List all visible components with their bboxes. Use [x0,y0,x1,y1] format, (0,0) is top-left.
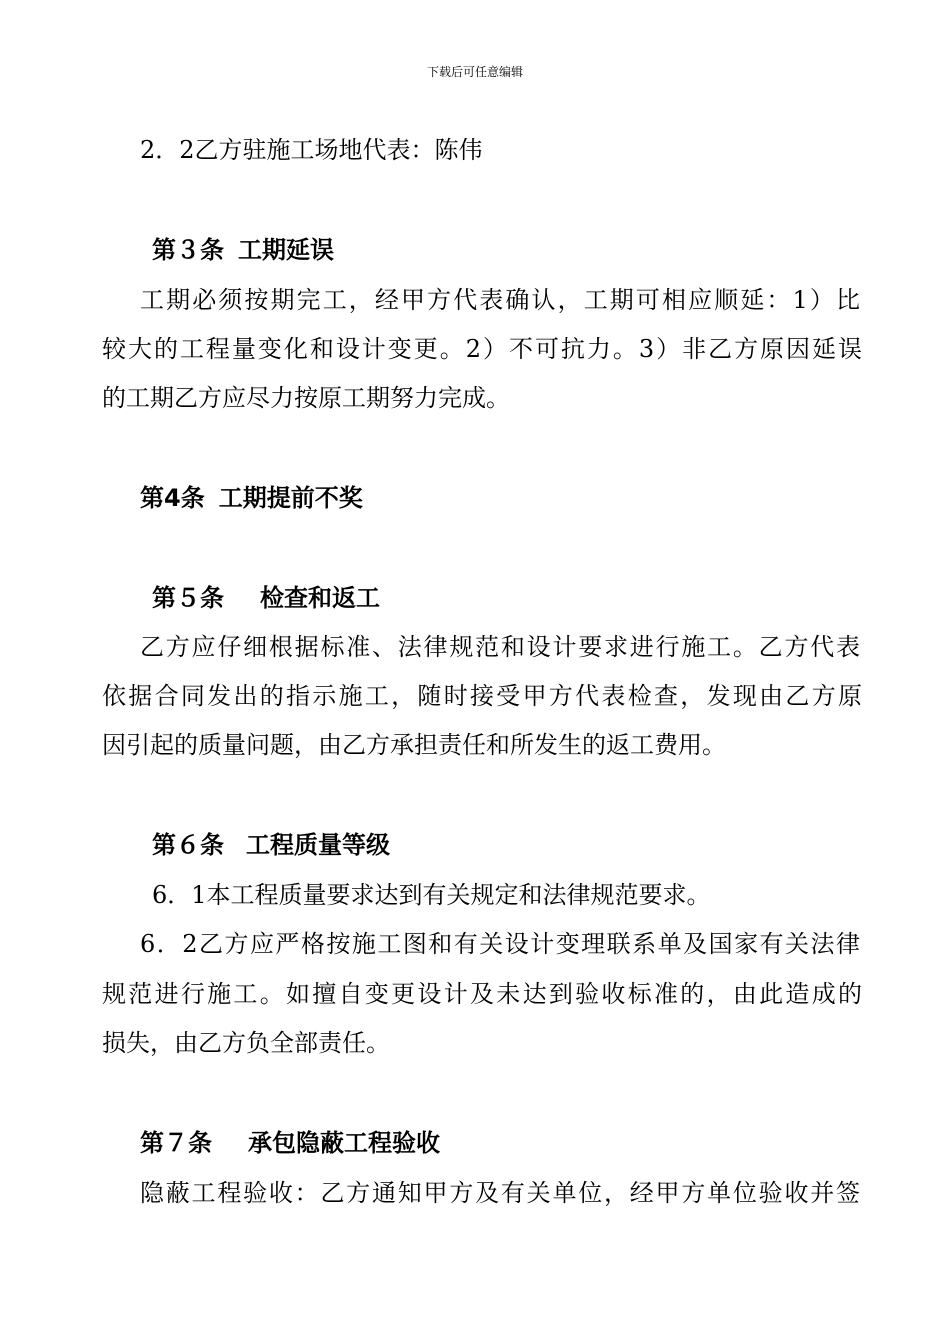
section-5-number: 第５条 [152,584,224,612]
section-4-heading [140,482,363,514]
section-3-line-2: 较大的工程量变化和设计变更。2）不可抗力。3）非乙方原因延误 [102,335,862,363]
page-header: 下载后可任意编辑 [426,65,523,79]
section-6-heading [152,829,390,861]
clause-6-2-line-1: 6．2乙方应严格按施工图和有关设计变理联系单及国家有关法律 [140,930,860,958]
section-5-line-3: 因引起的质量问题，由乙方承担责任和所发生的返工费用。 [102,731,726,759]
clause-6-2-line-2: 规范进行施工。如擅自变更设计及未达到验收标准的，由此造成的 [102,980,862,1008]
section-7-number: 第７条 [140,1129,212,1157]
section-3-title: 工期延误 [238,236,334,264]
section-5-title: 检查和返工 [260,584,380,612]
section-4-title: 工期提前不奖 [218,484,363,512]
section-7-heading [140,1127,440,1159]
section-3-line-1: 工期必须按期完工，经甲方代表确认，工期可相应顺延：1）比 [140,286,860,314]
section-5-line-2: 依据合同发出的指示施工，随时接受甲方代表检查，发现由乙方原 [102,682,862,710]
section-5-line-1: 乙方应仔细根据标准、法律规范和设计要求进行施工。乙方代表 [140,633,860,661]
clause-2-2-line: 2．2乙方驻施工场地代表：陈伟 [140,136,483,164]
section-4-number: 第4条 [140,484,205,512]
section-7-title: 承包隐蔽工程验收 [248,1129,440,1157]
section-3-heading [152,234,334,266]
clause-6-1-line: 6．1本工程质量要求达到有关规定和法律规范要求。 [152,881,711,909]
section-3-number: 第３条 [152,236,224,264]
section-5-heading [152,582,380,614]
section-7-line-1: 隐蔽工程验收：乙方通知甲方及有关单位，经甲方单位验收并签 [140,1179,860,1207]
section-6-number: 第６条 [152,831,224,859]
clause-6-2-line-3: 损失，由乙方负全部责任。 [102,1029,390,1057]
section-3-line-3: 的工期乙方应尽力按原工期努力完成。 [102,384,510,412]
section-6-title: 工程质量等级 [246,831,390,859]
